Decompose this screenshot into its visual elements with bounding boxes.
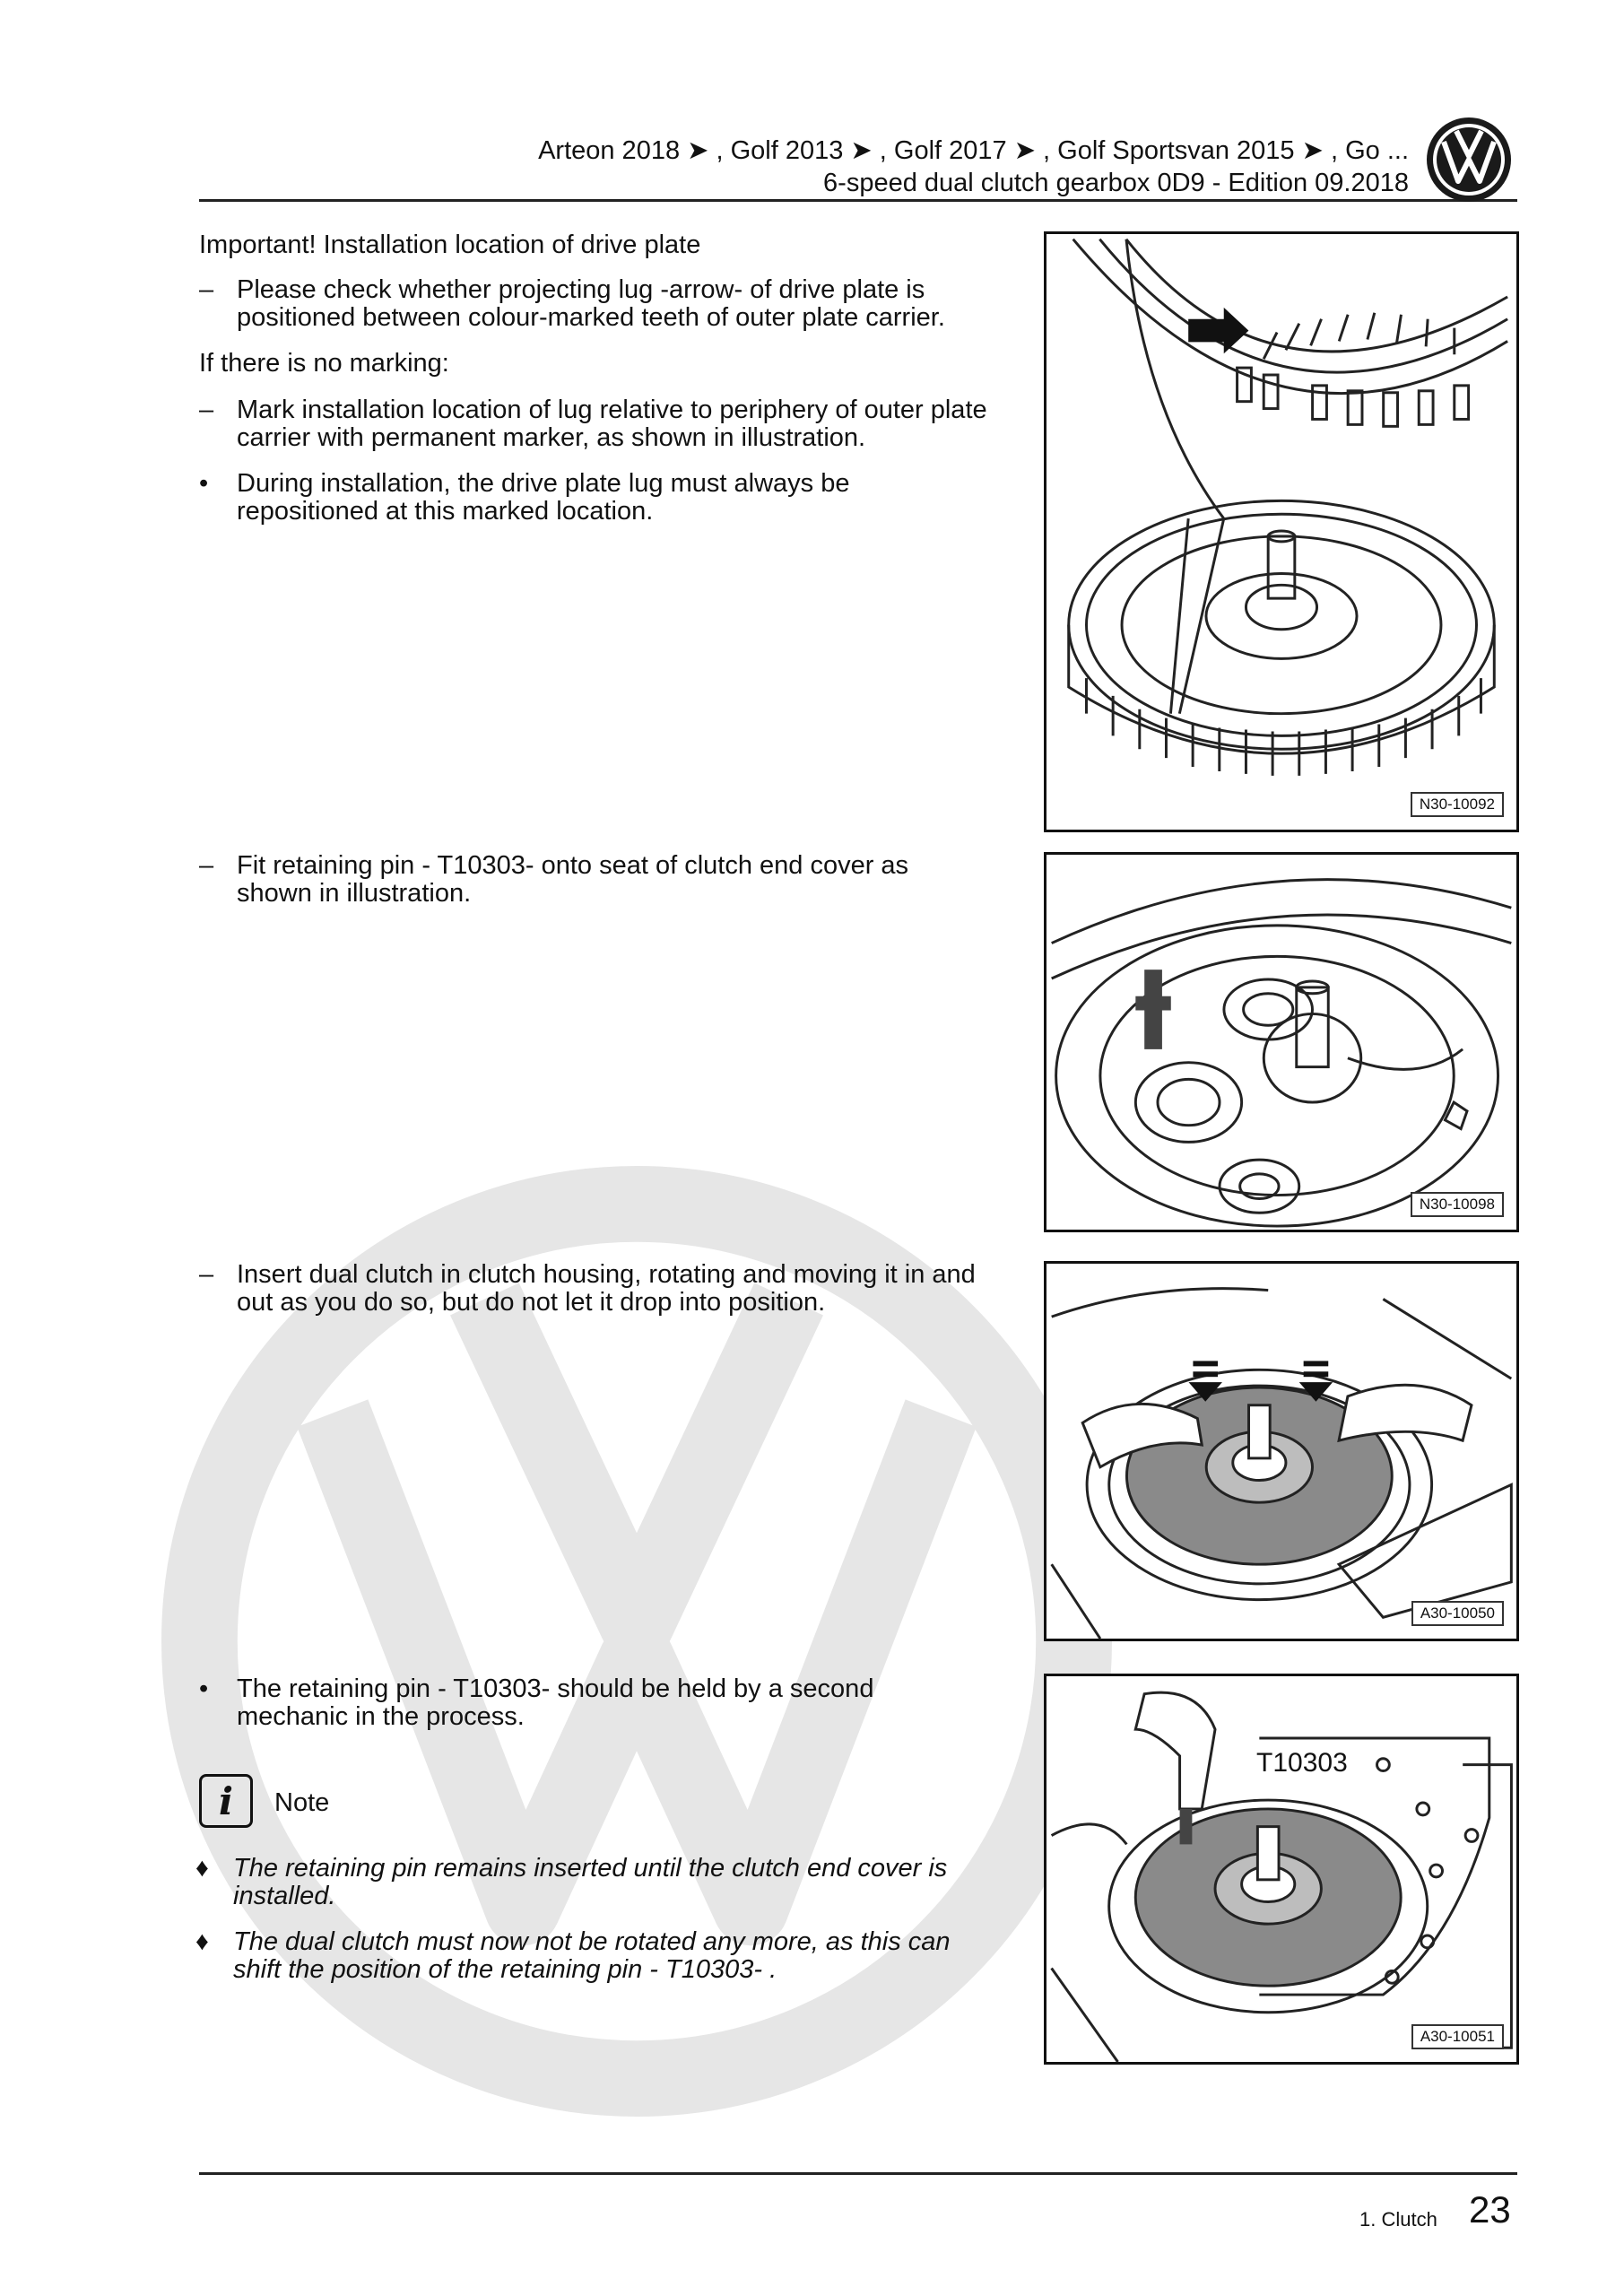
header-models: Arteon 2018 ➤ , Golf 2013 ➤ , Golf 2017 ➤ , Golf Sportsvan 2015 ➤ , Go ... xyxy=(538,136,1409,165)
dash-marker: – xyxy=(199,275,214,304)
footer-divider xyxy=(199,2172,1517,2175)
illustration-retaining-pin-seat xyxy=(1046,855,1516,1230)
footer-section: 1. Clutch xyxy=(1359,2208,1437,2231)
figure-insert-dual-clutch xyxy=(1044,1261,1519,1641)
step-item xyxy=(199,276,988,332)
note-text: The retaining pin remains inserted until the clutch end cover is installed. xyxy=(233,1854,948,1910)
info-icon xyxy=(199,1774,253,1828)
header-subtitle: 6-speed dual clutch gearbox 0D9 - Edition 09.2018 xyxy=(823,169,1409,197)
bullet-item xyxy=(199,1675,988,1731)
illustration-drive-plate xyxy=(1046,234,1516,830)
step-text: Mark installation location of lug relative to periphery of outer plate carrier with permanent marker, as shown in illustration. xyxy=(237,396,987,452)
figure-id: N30-10098 xyxy=(1411,1192,1504,1217)
step-text: Fit retaining pin - T10303- onto seat of clutch end cover as shown in illustration. xyxy=(237,851,909,908)
step-text: Insert dual clutch in clutch housing, rotating and moving it in and out as you do so, but do not let it drop into position. xyxy=(237,1260,976,1317)
diamond-marker: ♦ xyxy=(195,1854,209,1883)
illustration-insert-dual-clutch xyxy=(1046,1264,1516,1639)
step-item xyxy=(199,852,988,908)
info-glyph: i xyxy=(219,1779,233,1823)
figure-retaining-pin-seat xyxy=(1044,852,1519,1232)
dash-marker: – xyxy=(199,851,214,880)
condition-text: If there is no marking: xyxy=(199,349,449,378)
note-text: The dual clutch must now not be rotated any more, as this can shift the position of the retaining pin - T10303- . xyxy=(233,1927,951,1984)
tool-callout: T10303 xyxy=(1253,1748,1351,1779)
section-heading: Important! Installation location of drive plate xyxy=(199,230,701,259)
figure-id: N30-10092 xyxy=(1411,792,1504,817)
step-item xyxy=(199,1261,988,1317)
bullet-text: During installation, the drive plate lug must always be repositioned at this marked location. xyxy=(237,469,850,526)
bullet-item xyxy=(199,470,988,526)
dash-marker: – xyxy=(199,396,214,424)
bullet-marker: • xyxy=(199,469,209,498)
page-number: 23 xyxy=(1469,2188,1511,2231)
vw-logo-icon xyxy=(1424,115,1514,204)
dash-marker: – xyxy=(199,1260,214,1289)
diamond-marker: ♦ xyxy=(195,1927,209,1956)
step-item xyxy=(199,396,988,452)
step-text: Please check whether projecting lug -arrow- of drive plate is positioned between colour-marked teeth of outer plate carrier. xyxy=(237,275,945,332)
figure-id: A30-10050 xyxy=(1411,1601,1504,1626)
figure-hold-retaining-pin xyxy=(1044,1674,1519,2065)
figure-id: A30-10051 xyxy=(1411,2024,1504,2049)
bullet-text: The retaining pin - T10303- should be held by a second mechanic in the process. xyxy=(237,1674,874,1731)
bullet-marker: • xyxy=(199,1674,209,1703)
note-item xyxy=(195,1855,985,1910)
illustration-hold-retaining-pin xyxy=(1046,1676,1516,2062)
note-item xyxy=(195,1928,985,1984)
note-label: Note xyxy=(274,1788,330,1817)
figure-drive-plate xyxy=(1044,231,1519,832)
header-divider xyxy=(199,199,1517,202)
